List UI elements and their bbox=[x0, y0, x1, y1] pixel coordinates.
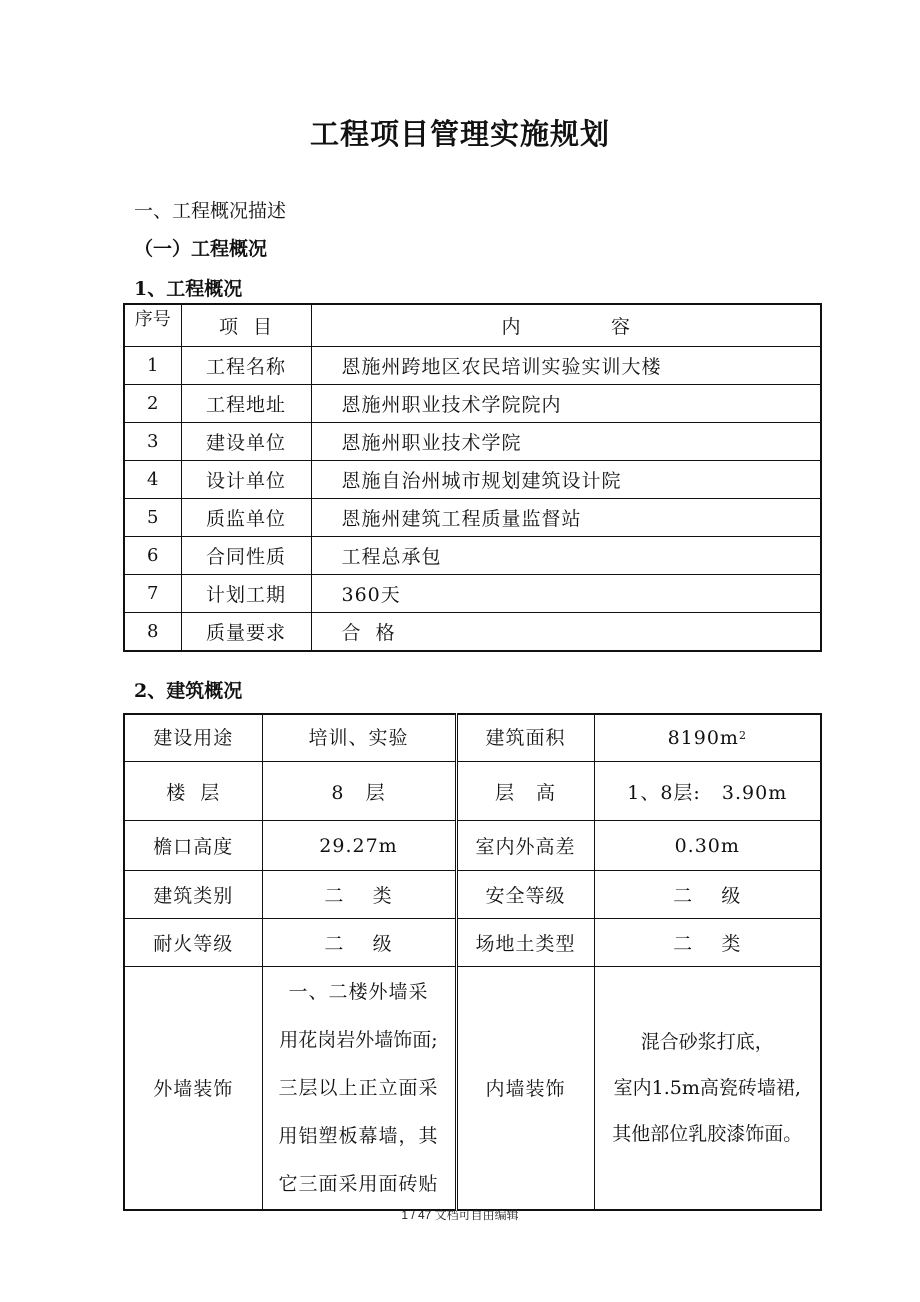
row-content: 恩施州建筑工程质量监督站 bbox=[311, 499, 821, 537]
table-row bbox=[124, 347, 821, 385]
text-line: 用花岗岩外墙饰面; bbox=[279, 1028, 438, 1051]
text-line: 用铝塑板幕墙，其 bbox=[278, 1124, 439, 1147]
value-cell: 二 类 bbox=[262, 871, 456, 919]
value-cell: 二 类 bbox=[594, 919, 821, 967]
row-item: 计划工期 bbox=[181, 575, 311, 613]
row-item: 合同性质 bbox=[181, 537, 311, 575]
row-item: 工程名称 bbox=[181, 347, 311, 385]
label-cell: 建设用途 bbox=[124, 714, 262, 762]
header-content: 内 容 bbox=[311, 304, 821, 347]
label-cell: 檐口高度 bbox=[124, 821, 262, 871]
row-content: 工程总承包 bbox=[311, 537, 821, 575]
value-cell: 二 级 bbox=[262, 919, 456, 967]
label-cell: 外墙装饰 bbox=[124, 967, 262, 1210]
header-item: 项 目 bbox=[181, 304, 311, 347]
page-footer: 1 / 47 文档可自由编辑 bbox=[401, 1208, 519, 1222]
row-content: 360天 bbox=[311, 575, 821, 613]
row-item: 质量要求 bbox=[181, 613, 311, 651]
table-row bbox=[124, 821, 821, 871]
label-cell: 建筑类别 bbox=[124, 871, 262, 919]
interior-decoration-cell bbox=[594, 967, 821, 1210]
row-no: 2 bbox=[124, 385, 181, 423]
label-cell: 耐火等级 bbox=[124, 919, 262, 967]
table-row bbox=[124, 871, 821, 919]
table-row bbox=[124, 762, 821, 821]
row-item: 工程地址 bbox=[181, 385, 311, 423]
table-row bbox=[124, 967, 821, 1210]
row-content: 恩施州职业技术学院院内 bbox=[311, 385, 821, 423]
text-line: 其他部位乳胶漆饰面。 bbox=[612, 1122, 803, 1145]
row-no: 4 bbox=[124, 461, 181, 499]
value-cell: 0.30m bbox=[594, 821, 821, 871]
table-row bbox=[124, 537, 821, 575]
table-row bbox=[124, 613, 821, 651]
row-no: 7 bbox=[124, 575, 181, 613]
row-no: 1 bbox=[124, 347, 181, 385]
text-line: 室内1.5m高瓷砖墙裙, bbox=[613, 1076, 801, 1099]
text-line: 一、二楼外墙采 bbox=[288, 980, 429, 1003]
project-overview-heading: 1、工程概况 bbox=[134, 278, 243, 300]
row-item: 质监单位 bbox=[181, 499, 311, 537]
row-content: 恩施州跨地区农民培训实验实训大楼 bbox=[311, 347, 821, 385]
row-content: 合 格 bbox=[311, 613, 821, 651]
row-item: 建设单位 bbox=[181, 423, 311, 461]
text-line: 三层以上正立面采 bbox=[278, 1076, 439, 1099]
label-cell: 安全等级 bbox=[456, 871, 594, 919]
text-line: 混合砂浆打底， bbox=[640, 1030, 774, 1053]
table-row bbox=[124, 461, 821, 499]
table-row bbox=[124, 919, 821, 967]
section-heading: 一、工程概况描述 bbox=[134, 200, 287, 222]
value-cell: 8 层 bbox=[262, 762, 456, 821]
row-no: 3 bbox=[124, 423, 181, 461]
value-cell bbox=[594, 714, 821, 762]
superscript: 2 bbox=[738, 729, 747, 742]
building-overview-heading: 2、建筑概况 bbox=[134, 680, 243, 702]
row-no: 5 bbox=[124, 499, 181, 537]
label-cell: 楼 层 bbox=[124, 762, 262, 821]
row-no: 6 bbox=[124, 537, 181, 575]
label-cell: 室内外高差 bbox=[456, 821, 594, 871]
table-row bbox=[124, 423, 821, 461]
value-cell: 培训、实验 bbox=[262, 714, 456, 762]
table-row bbox=[124, 385, 821, 423]
row-item: 设计单位 bbox=[181, 461, 311, 499]
label-cell: 内墙装饰 bbox=[456, 967, 594, 1210]
header-seq: 序号 bbox=[124, 304, 181, 347]
building-overview-table bbox=[123, 713, 822, 1211]
row-no: 8 bbox=[124, 613, 181, 651]
project-overview-table bbox=[123, 303, 822, 652]
text-line: 它三面采用面砖贴 bbox=[278, 1172, 439, 1195]
row-content: 恩施州职业技术学院 bbox=[311, 423, 821, 461]
building-area-value: 8190m bbox=[667, 727, 739, 749]
table-row bbox=[124, 714, 821, 762]
label-cell: 层 高 bbox=[456, 762, 594, 821]
label-cell: 场地土类型 bbox=[456, 919, 594, 967]
subsection-heading: （一）工程概况 bbox=[134, 238, 268, 260]
value-cell: 29.27m bbox=[262, 821, 456, 871]
exterior-decoration-cell bbox=[262, 967, 456, 1210]
value-cell: 1、8层: 3.90m bbox=[594, 762, 821, 821]
row-content: 恩施自治州城市规划建筑设计院 bbox=[311, 461, 821, 499]
table-row bbox=[124, 499, 821, 537]
document-title: 工程项目管理实施规划 bbox=[309, 117, 610, 151]
table-row bbox=[124, 575, 821, 613]
value-cell: 二 级 bbox=[594, 871, 821, 919]
label-cell: 建筑面积 bbox=[456, 714, 594, 762]
table-header-row bbox=[124, 304, 821, 347]
